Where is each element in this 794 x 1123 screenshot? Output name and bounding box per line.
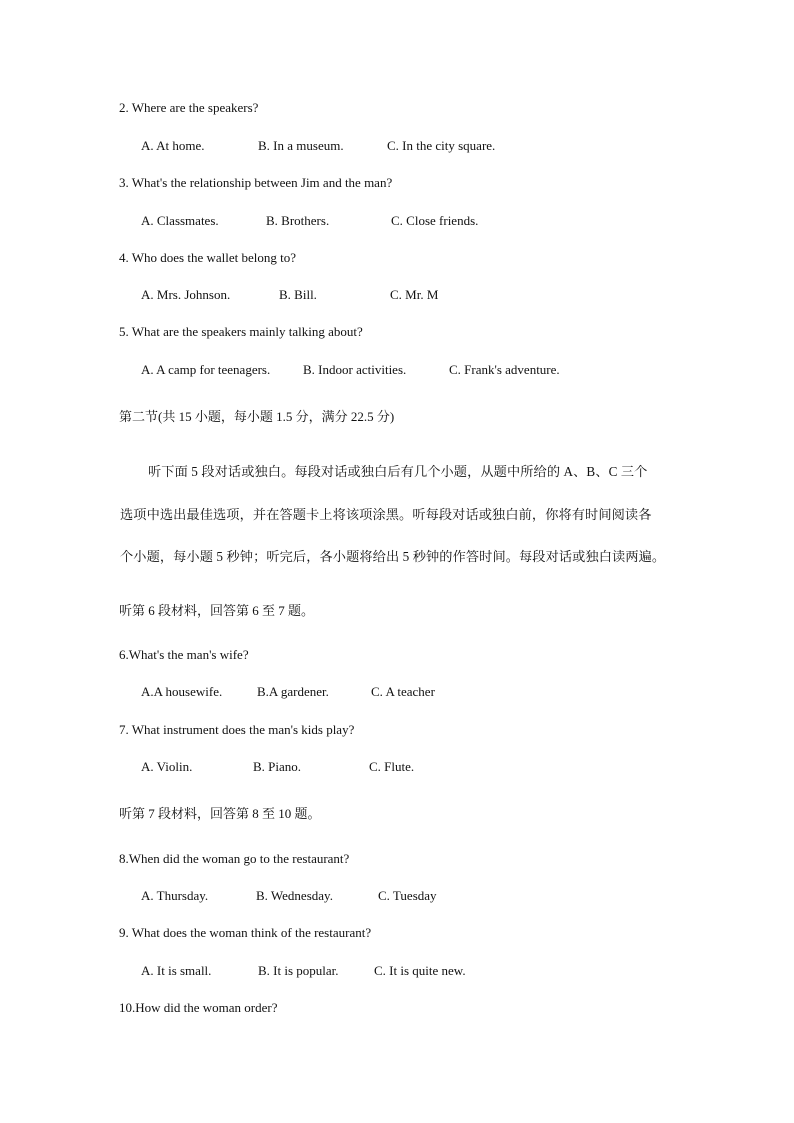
q4-option-c: C. Mr. M <box>390 287 439 302</box>
q8-option-c: C. Tuesday <box>378 888 437 903</box>
material-7-heading: 听第 7 段材料，回答第 8 至 10 题。 <box>119 806 321 821</box>
q4-option-b: B. Bill. <box>279 287 317 302</box>
q2-option-b: B. In a museum. <box>258 138 344 153</box>
q5-option-a: A. A camp for teenagers. <box>141 362 271 377</box>
q7-option-a: A. Violin. <box>141 759 193 774</box>
question-2: 2. Where are the speakers? <box>119 100 259 115</box>
question-5: 5. What are the speakers mainly talking about? <box>119 324 363 339</box>
q8-option-a: A. Thursday. <box>141 888 209 903</box>
question-4: 4. Who does the wallet belong to? <box>119 250 297 265</box>
section-heading: 第二节(共 15 小题，每小题 1.5 分，满分 22.5 分) <box>119 409 395 424</box>
instructions-line-2: 选项中选出最佳选项，并在答题卡上将该项涂黑。听每段对话或独白前，你将有时间阅读各 <box>120 507 652 522</box>
q5-option-b: B. Indoor activities. <box>303 362 407 377</box>
q3-option-c: C. Close friends. <box>391 213 479 228</box>
q5-option-c: C. Frank's adventure. <box>449 362 560 377</box>
q9-option-c: C. It is quite new. <box>374 963 466 978</box>
q3-option-a: A. Classmates. <box>141 213 219 228</box>
question-6: 6.What's the man's wife? <box>119 647 249 662</box>
material-6-heading: 听第 6 段材料，回答第 6 至 7 题。 <box>119 603 315 618</box>
q6-option-a: A.A housewife. <box>141 684 223 699</box>
q7-option-b: B. Piano. <box>253 759 302 774</box>
question-3: 3. What's the relationship between Jim and the man? <box>119 175 393 190</box>
question-9: 9. What does the woman think of the restaurant? <box>119 925 372 940</box>
q8-option-b: B. Wednesday. <box>256 888 333 903</box>
instructions-line-1: 听下面 5 段对话或独白。每段对话或独白后有几个小题，从题中所给的 A、B、C 三个 <box>148 464 648 479</box>
q7-option-c: C. Flute. <box>369 759 415 774</box>
question-8: 8.When did the woman go to the restaurant? <box>119 851 350 866</box>
q6-option-c: C. A teacher <box>371 684 435 699</box>
q2-option-c: C. In the city square. <box>387 138 496 153</box>
q9-option-a: A. It is small. <box>141 963 212 978</box>
q6-option-b: B.A gardener. <box>257 684 329 699</box>
question-7: 7. What instrument does the man's kids play? <box>119 722 355 737</box>
q3-option-b: B. Brothers. <box>266 213 330 228</box>
q4-option-a: A. Mrs. Johnson. <box>141 287 231 302</box>
question-10: 10.How did the woman order? <box>119 1000 278 1015</box>
instructions-line-3: 个小题，每小题 5 秒钟；听完后，各小题将给出 5 秒钟的作答时间。每段对话或独白读两遍。 <box>120 549 666 564</box>
q9-option-b: B. It is popular. <box>258 963 339 978</box>
q2-option-a: A. At home. <box>141 138 205 153</box>
